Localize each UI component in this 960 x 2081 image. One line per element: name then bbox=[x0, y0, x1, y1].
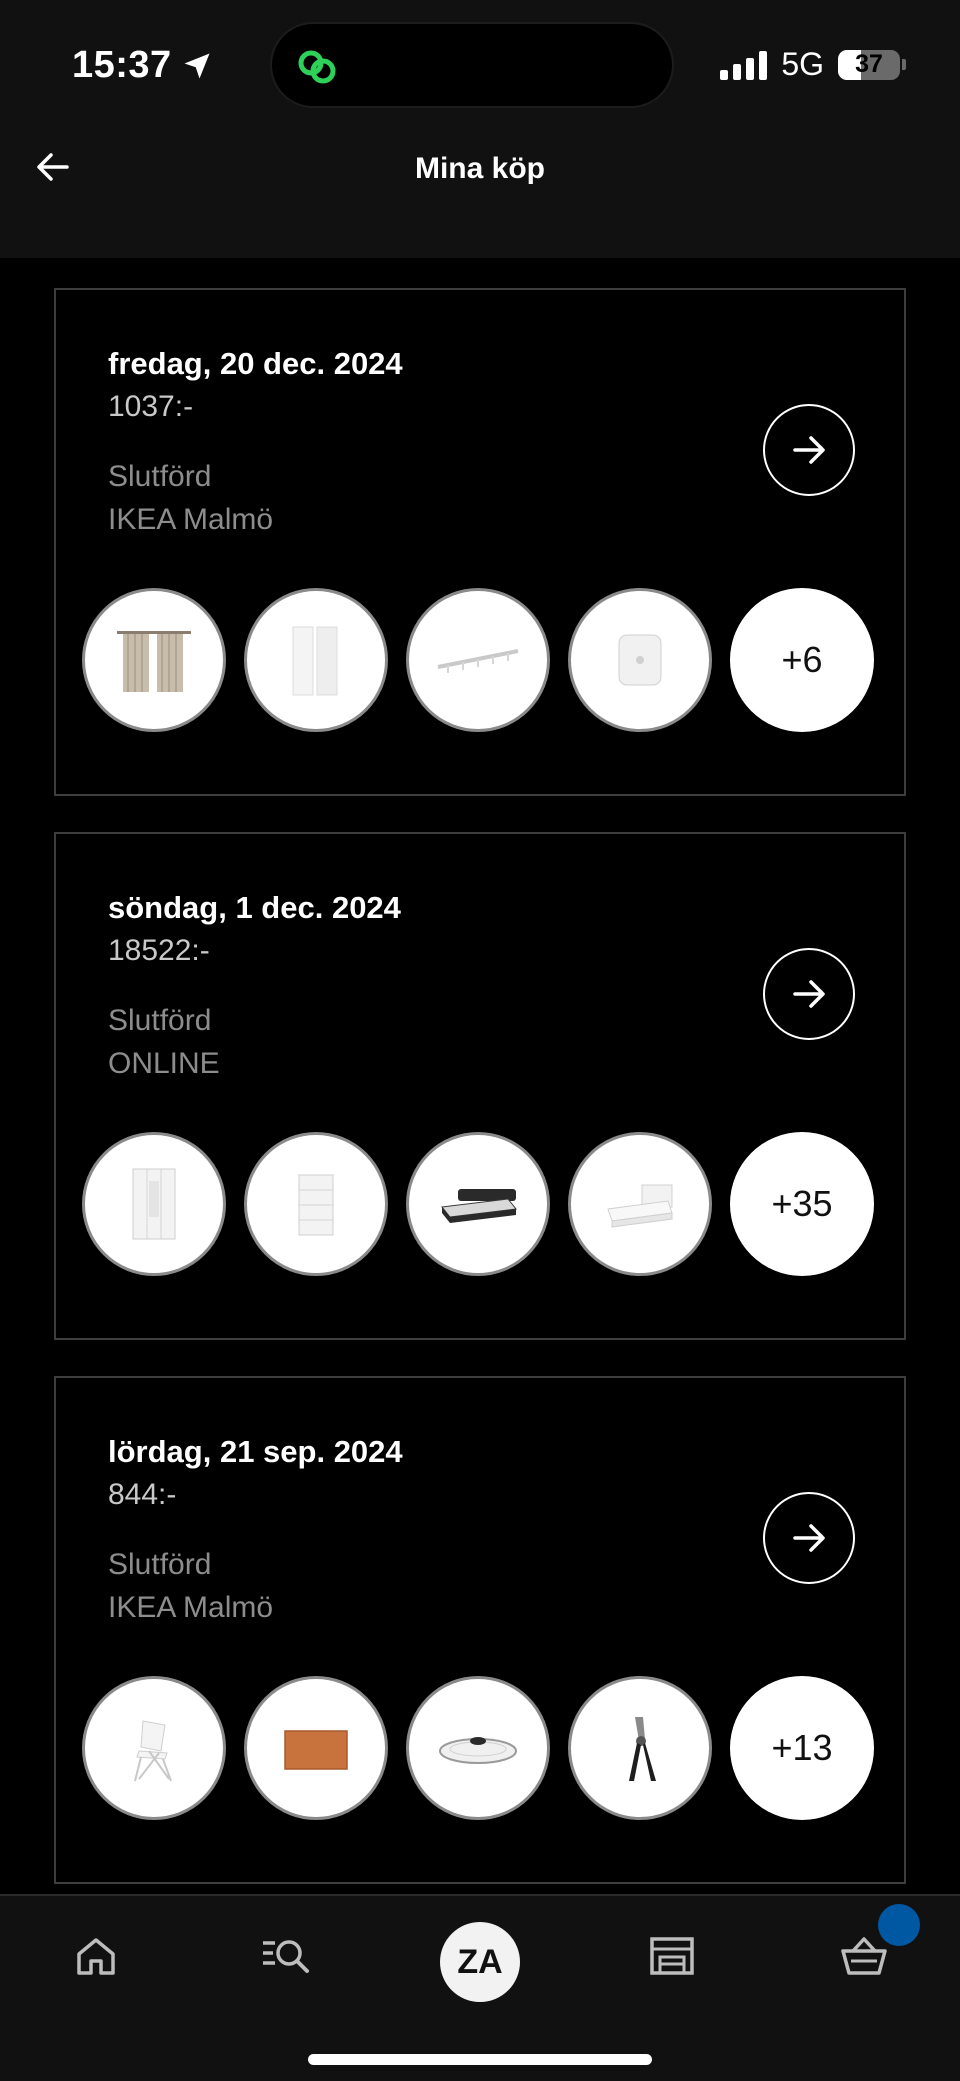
order-status: Slutförd bbox=[108, 1004, 212, 1037]
order-amount: 18522:- bbox=[108, 934, 210, 967]
white-bed-icon bbox=[590, 1159, 690, 1249]
door-mat-icon bbox=[271, 1703, 361, 1793]
product-thumbnail[interactable] bbox=[406, 1676, 550, 1820]
avatar[interactable]: ZA bbox=[440, 1922, 520, 2002]
curtains-icon bbox=[109, 615, 199, 705]
dynamic-island bbox=[270, 22, 674, 108]
cellular-signal-icon bbox=[720, 50, 767, 80]
order-amount: 1037:- bbox=[108, 390, 194, 423]
black-bed-icon bbox=[428, 1159, 528, 1249]
time-text: 15:37 bbox=[72, 44, 172, 86]
shopping-bag-icon bbox=[839, 1933, 889, 1979]
order-status: Slutförd bbox=[108, 460, 212, 493]
more-items-count[interactable]: +35 bbox=[730, 1132, 874, 1276]
arrow-right-icon bbox=[789, 974, 829, 1014]
product-thumbnail[interactable] bbox=[406, 588, 550, 732]
order-status: Slutförd bbox=[108, 1548, 212, 1581]
arrow-right-icon bbox=[789, 430, 829, 470]
open-order-button[interactable] bbox=[763, 1492, 855, 1584]
tab-home[interactable] bbox=[66, 1926, 126, 1986]
open-order-button[interactable] bbox=[763, 948, 855, 1040]
search-list-icon bbox=[259, 1933, 313, 1979]
order-card[interactable] bbox=[54, 288, 906, 796]
pliers-icon bbox=[595, 1703, 685, 1793]
order-card[interactable] bbox=[54, 832, 906, 1340]
chest-of-drawers-icon bbox=[271, 1159, 361, 1249]
battery-percent: 37 bbox=[855, 50, 883, 78]
order-store: ONLINE bbox=[108, 1047, 220, 1080]
product-thumbnail[interactable] bbox=[244, 1676, 388, 1820]
status-indicators bbox=[720, 46, 906, 83]
product-thumbnail[interactable] bbox=[244, 1132, 388, 1276]
status-bar bbox=[0, 0, 960, 130]
status-time bbox=[72, 44, 212, 87]
order-store: IKEA Malmö bbox=[108, 1591, 274, 1624]
page-title: Mina köp bbox=[414, 152, 545, 185]
store-icon bbox=[647, 1933, 697, 1979]
order-store: IKEA Malmö bbox=[108, 503, 274, 536]
order-items bbox=[82, 1132, 874, 1276]
bottom-tab-bar bbox=[0, 1894, 960, 2081]
folding-chair-icon bbox=[109, 1703, 199, 1793]
battery-icon bbox=[838, 50, 900, 80]
product-thumbnail[interactable] bbox=[82, 1676, 226, 1820]
location-arrow-icon bbox=[182, 51, 212, 81]
order-card[interactable] bbox=[54, 1376, 906, 1884]
tab-store[interactable] bbox=[642, 1926, 702, 1986]
pan-lid-icon bbox=[428, 1703, 528, 1793]
battery-cap bbox=[902, 59, 906, 70]
network-type: 5G bbox=[781, 46, 824, 82]
page-header bbox=[0, 130, 960, 258]
more-items-count[interactable]: +13 bbox=[730, 1676, 874, 1820]
arrow-right-icon bbox=[789, 1518, 829, 1558]
product-thumbnail[interactable] bbox=[568, 1676, 712, 1820]
order-date: fredag, 20 dec. 2024 bbox=[108, 346, 403, 381]
orders-list[interactable] bbox=[0, 258, 960, 1894]
product-thumbnail[interactable] bbox=[82, 1132, 226, 1276]
product-thumbnail[interactable] bbox=[244, 588, 388, 732]
product-thumbnail[interactable] bbox=[568, 1132, 712, 1276]
cart-notification-badge bbox=[878, 1904, 920, 1946]
home-indicator[interactable] bbox=[308, 2054, 652, 2065]
product-thumbnail[interactable] bbox=[568, 588, 712, 732]
order-date: lördag, 21 sep. 2024 bbox=[108, 1434, 403, 1469]
order-items bbox=[82, 1676, 874, 1820]
wardrobe-icon bbox=[109, 1159, 199, 1249]
app-activity-icon bbox=[294, 44, 340, 90]
smart-hub-icon bbox=[595, 615, 685, 705]
more-items-count[interactable]: +6 bbox=[730, 588, 874, 732]
product-thumbnail[interactable] bbox=[82, 588, 226, 732]
white-curtain-panels-icon bbox=[271, 615, 361, 705]
order-amount: 844:- bbox=[108, 1478, 177, 1511]
tab-search[interactable] bbox=[256, 1926, 316, 1986]
home-icon bbox=[73, 1933, 119, 1979]
order-date: söndag, 1 dec. 2024 bbox=[108, 890, 401, 925]
product-thumbnail[interactable] bbox=[406, 1132, 550, 1276]
curtain-rod-icon bbox=[428, 615, 528, 705]
open-order-button[interactable] bbox=[763, 404, 855, 496]
order-items bbox=[82, 588, 874, 732]
